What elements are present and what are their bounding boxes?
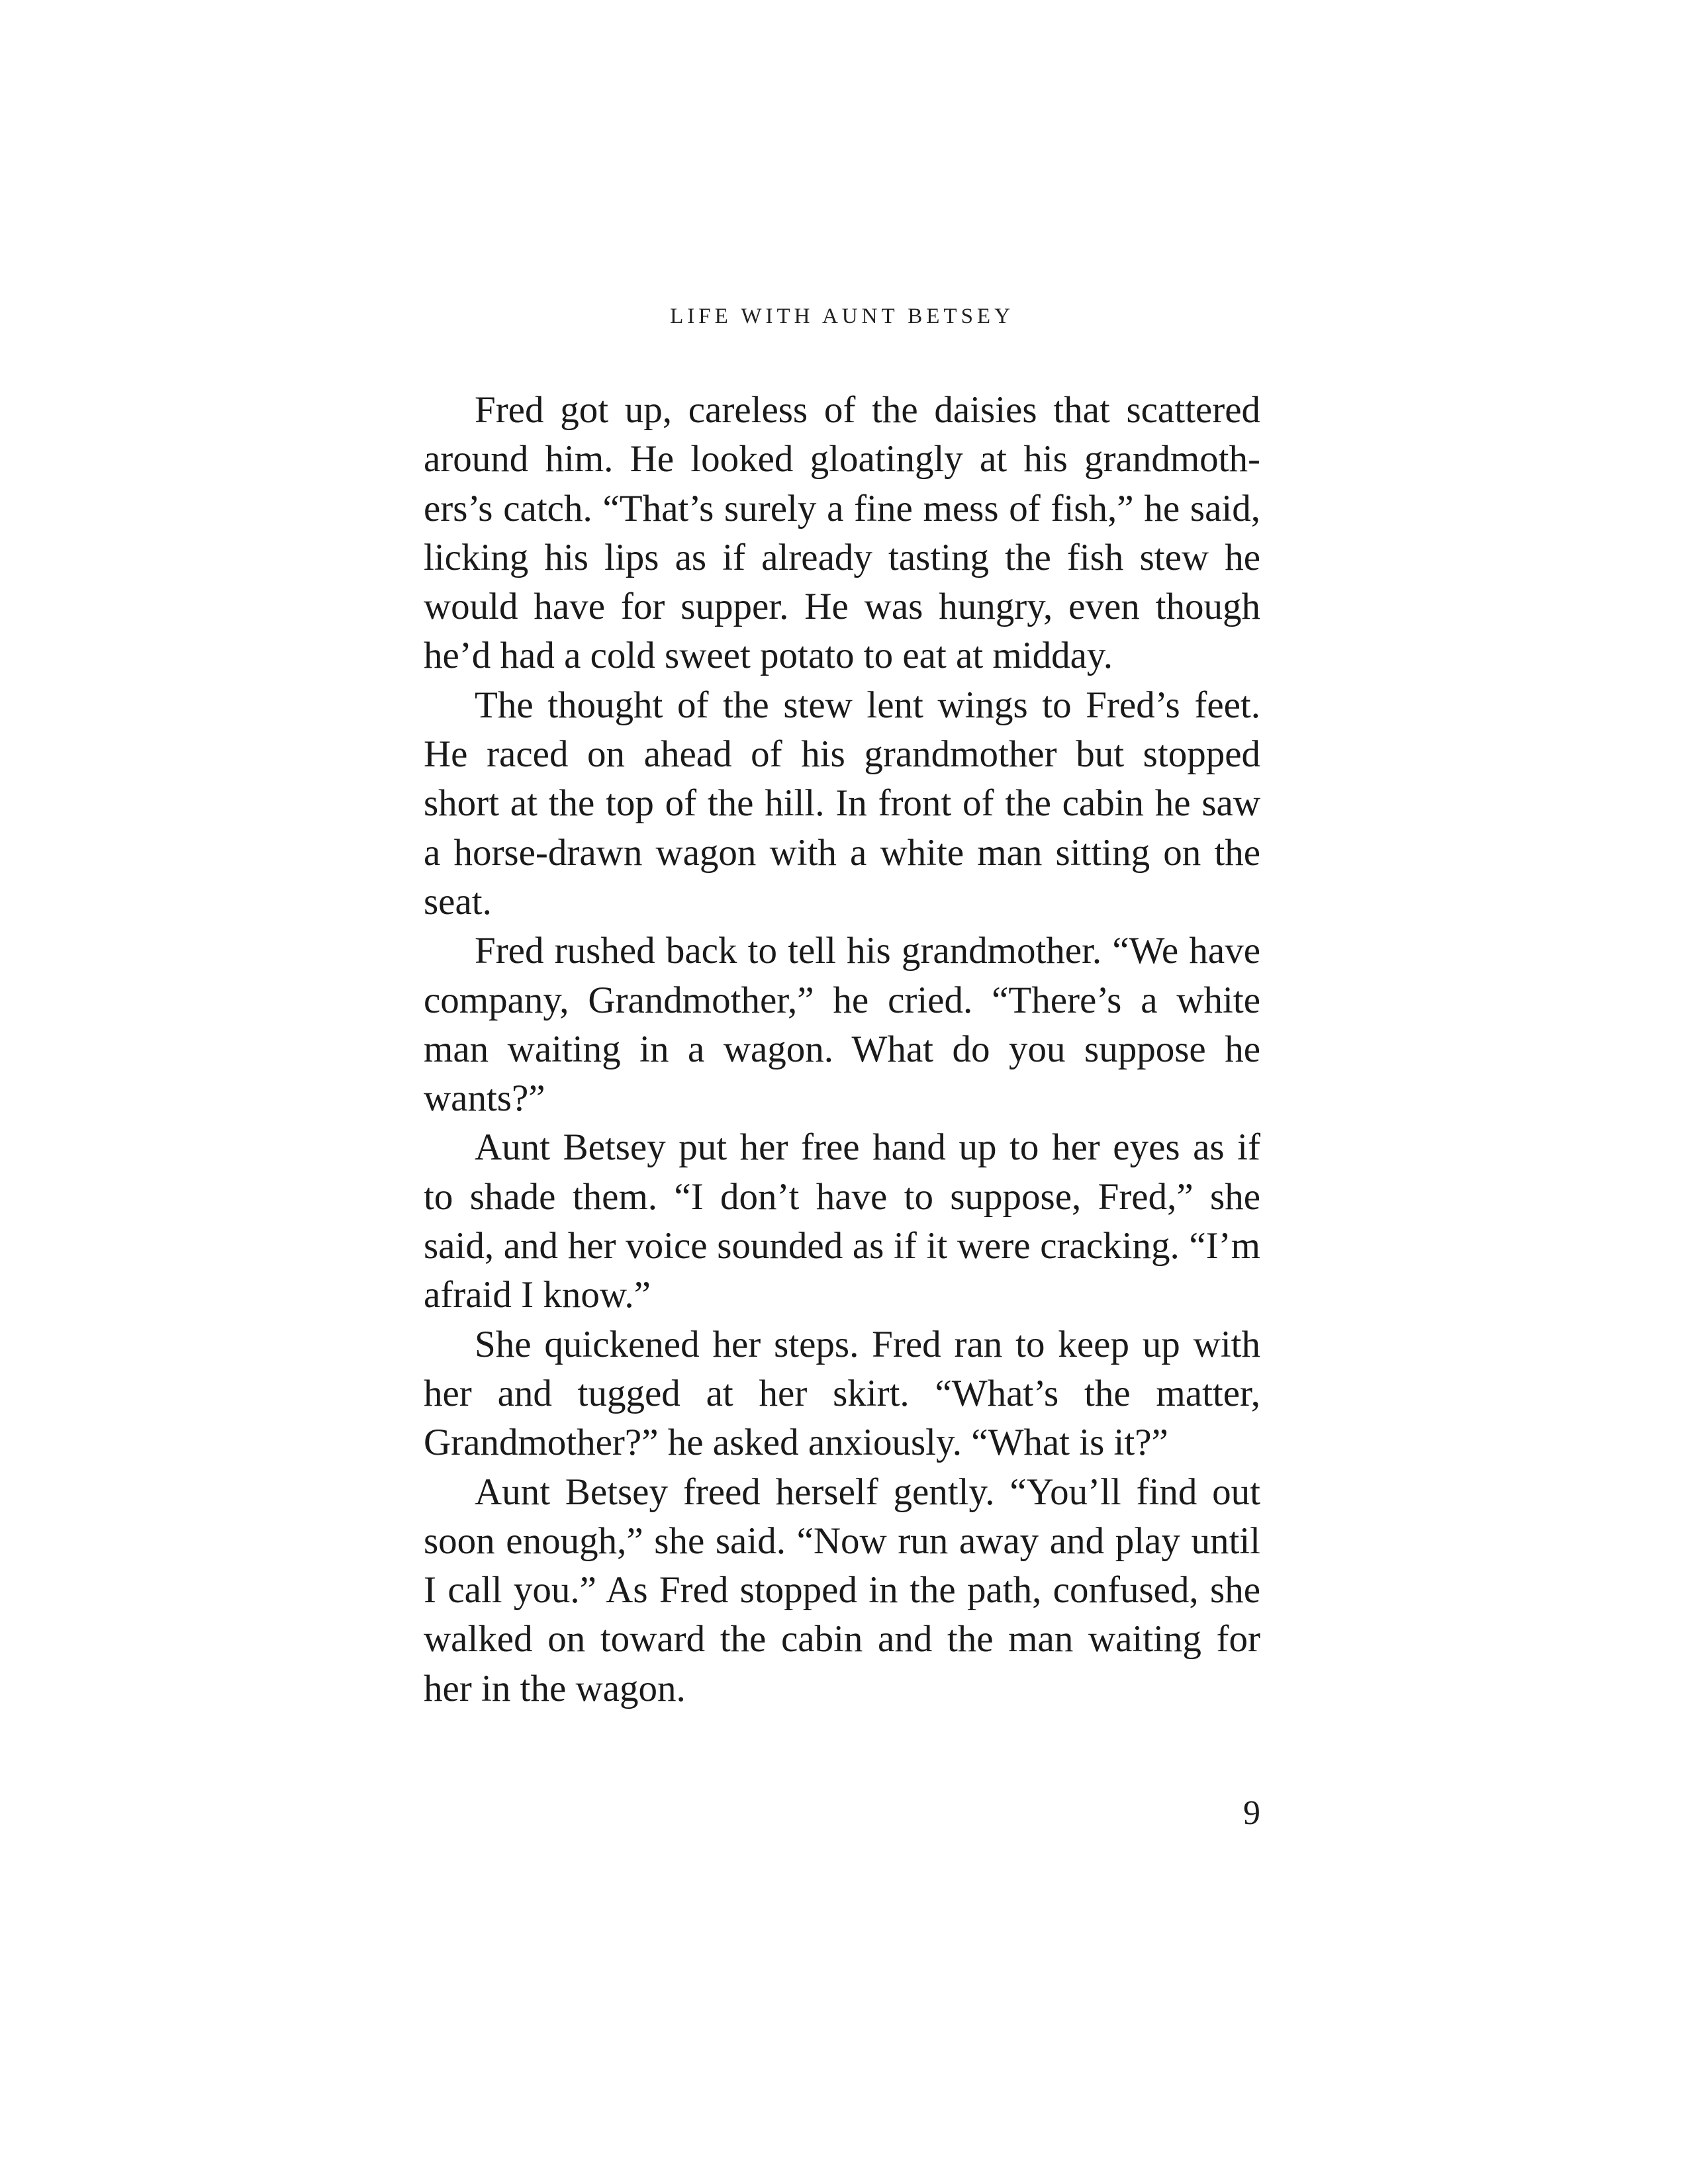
body-text <box>424 386 1260 1713</box>
paragraph: She quickened her steps. Fred ran to keep up with her and tugged at her skirt. “What’s the matter, Grandmother?” he asked anxiously. “What is it?” <box>424 1323 1260 1464</box>
paragraph: Aunt Betsey freed herself gently. “You’ll find out soon enough,” she said. “Now run away and play until I call you.” As Fred stopped in the path, confused, she walked on toward the cabin and the man waiting for her in the wagon. <box>424 1471 1260 1709</box>
paragraph: Fred got up, careless of the daisies that scattered around him. He looked gloatingly at his grandmothers’s catch. “That’s surely a fine mess of fish,” he said, licking his lips as if already tasting the fish stew he would have for supper. He was hungry, even though he’d had a cold sweet potato to eat at midday. <box>424 389 1260 677</box>
page-number: 9 <box>1243 1794 1260 1832</box>
paragraph: The thought of the stew lent wings to Fred’s feet. He raced on ahead of his grandmother but stopped short at the top of the hill. In front of the cabin he saw a horse-drawn wagon with a white man sitting on the seat. <box>424 684 1260 923</box>
paragraph: Aunt Betsey put her free hand up to her eyes as if to shade them. “I don’t have to suppose, Fred,” she said, and her voice sounded as if it were cracking. “I’m afraid I know.” <box>424 1126 1260 1316</box>
running-head: LIFE WITH AUNT BETSEY <box>670 304 1014 328</box>
paragraph: Fred rushed back to tell his grandmother. “We have company, Grandmother,” he cried. “There’s a white man waiting in a wagon. What do you suppose he wants?” <box>424 930 1260 1120</box>
